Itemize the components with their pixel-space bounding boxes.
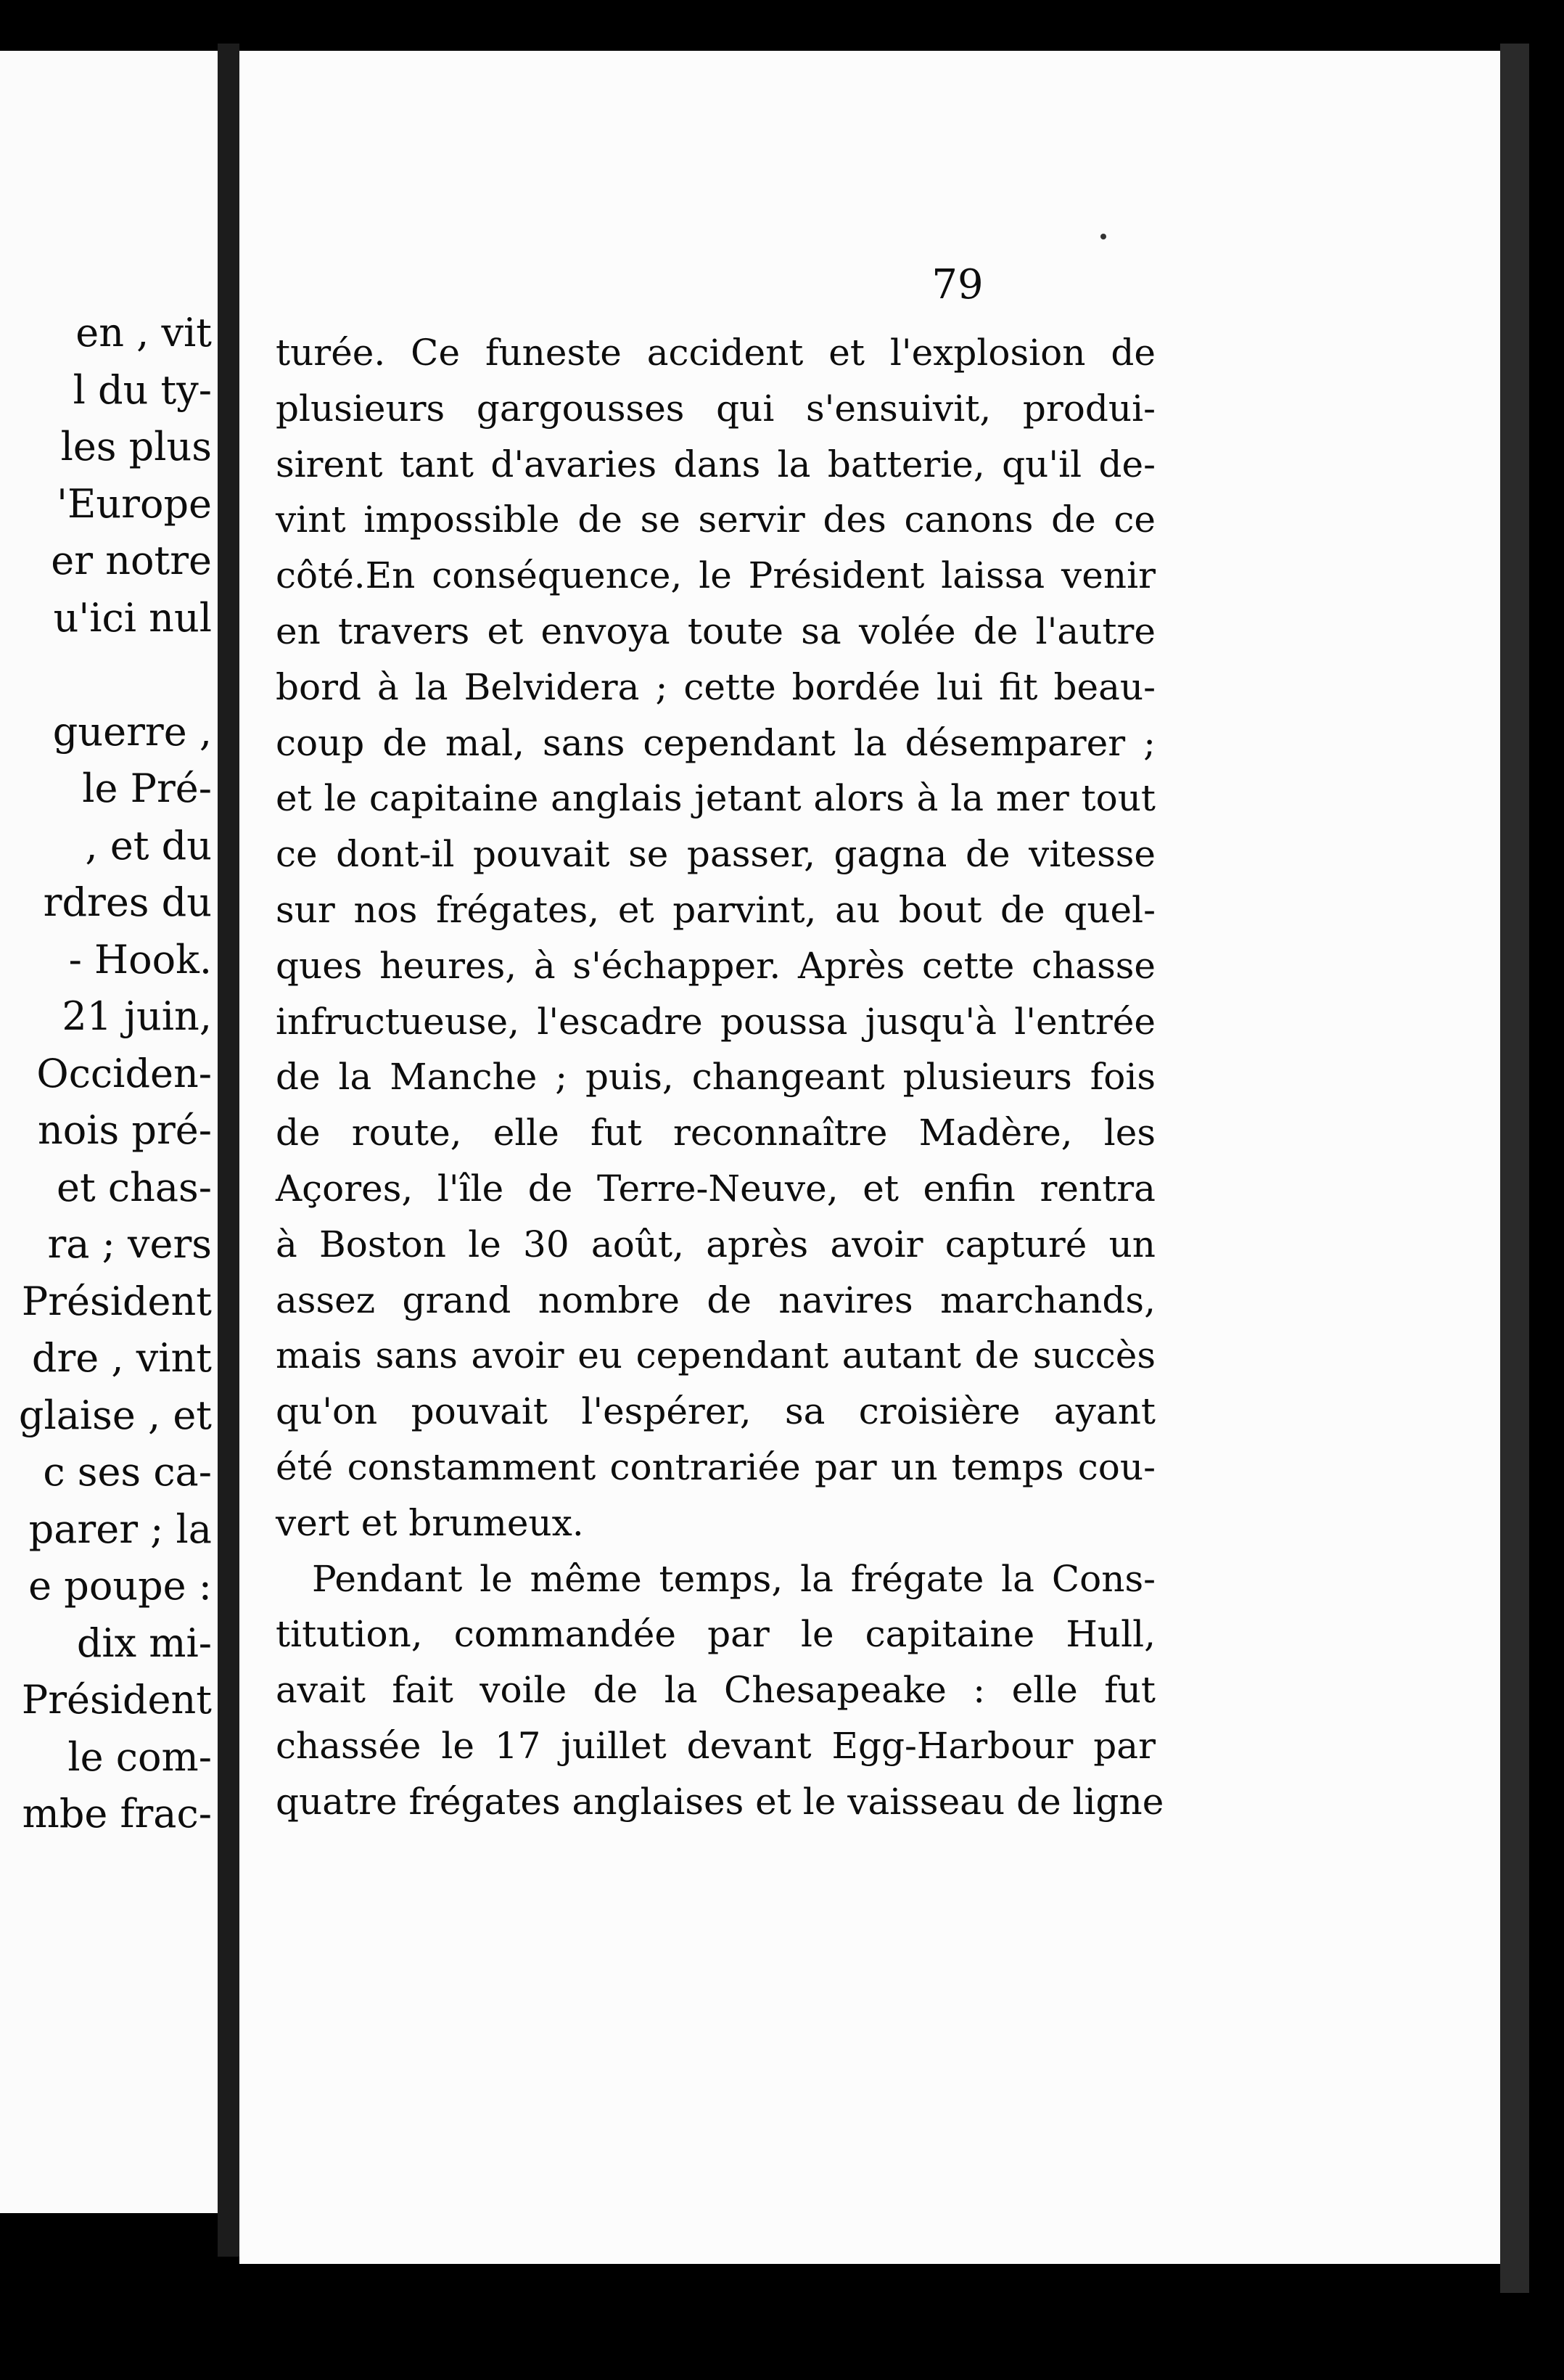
- text-line: de route, elle fut reconnaître Madère, les: [276, 1112, 1156, 1154]
- text-line: vint impossible de se servir des canons de ce: [276, 498, 1156, 541]
- left-page-text: [0, 305, 218, 1843]
- left-line: le Pré-: [82, 766, 212, 811]
- left-line: glaise , et: [18, 1392, 212, 1438]
- left-line: dix mi-: [76, 1620, 212, 1666]
- text-line: sur nos frégates, et parvint, au bout de quel-: [276, 888, 1156, 931]
- text-line: de la Manche ; puis, changeant plusieurs fois: [276, 1056, 1156, 1099]
- left-line: rdres du: [43, 879, 212, 925]
- text-line: ques heures, à s'échapper. Après cette chasse: [276, 944, 1156, 987]
- left-line: Président: [21, 1278, 212, 1324]
- text-line: quatre frégates anglaises et le vaisseau de ligne: [276, 1780, 1164, 1823]
- page-body: [276, 325, 1164, 1830]
- text-line: Açores, l'île de Terre-Neuve, et enfin rentra: [276, 1167, 1156, 1210]
- left-line: nois pré-: [37, 1107, 212, 1153]
- ink-speck: [1100, 234, 1106, 239]
- left-line: et chas-: [57, 1164, 212, 1210]
- left-line: e poupe :: [28, 1563, 212, 1609]
- text-line: qu'on pouvait l'espérer, sa croisière ayant: [276, 1390, 1156, 1433]
- text-line: avait fait voile de la Chesapeake : elle fut: [276, 1669, 1156, 1712]
- text-line: ce dont-il pouvait se passer, gagna de vitesse: [276, 833, 1156, 876]
- right-page: [239, 51, 1500, 2264]
- text-line: plusieurs gargousses qui s'ensuivit, produi-: [276, 387, 1156, 430]
- text-line: turée. Ce funeste accident et l'explosion de: [276, 332, 1156, 374]
- text-line: Pendant le même temps, la frégate la Cons-: [312, 1557, 1156, 1600]
- left-line: mbe frac-: [22, 1791, 212, 1837]
- left-line: 21 juin,: [62, 993, 212, 1039]
- text-line: coup de mal, sans cependant la désemparer ;: [276, 721, 1156, 764]
- left-line: dre , vint: [31, 1335, 212, 1381]
- text-line: chassée le 17 juillet devant Egg-Harbour par: [276, 1724, 1156, 1767]
- left-line-gap: [0, 647, 218, 704]
- text-line: mais sans avoir eu cependant autant de succès: [276, 1334, 1156, 1377]
- text-line: infructueuse, l'escadre poussa jusqu'à l'entrée: [276, 1000, 1156, 1043]
- left-line: les plus: [60, 424, 212, 469]
- left-line: - Hook.: [68, 936, 212, 982]
- left-line: u'ici nul: [53, 594, 212, 641]
- text-line: à Boston le 30 août, après avoir capturé un: [276, 1223, 1156, 1265]
- left-line: c ses ca-: [43, 1449, 212, 1495]
- left-line: , et du: [85, 822, 212, 869]
- book-gutter: [218, 44, 239, 2257]
- right-page-edge: [1500, 44, 1529, 2293]
- left-line: l du ty-: [73, 366, 212, 413]
- left-line: Président: [21, 1677, 212, 1723]
- text-line: bord à la Belvidera ; cette bordée lui fit beau-: [276, 665, 1156, 708]
- left-line: guerre ,: [52, 708, 212, 755]
- text-line: côté.En conséquence, le Président laissa venir: [276, 554, 1156, 597]
- text-line: en travers et envoya toute sa volée de l'autre: [276, 610, 1156, 652]
- left-line: le com-: [67, 1733, 212, 1780]
- left-line: parer ; la: [28, 1506, 212, 1552]
- left-line: er notre: [51, 538, 212, 583]
- text-line: été constamment contrariée par un temps cou-: [276, 1445, 1156, 1488]
- text-line: sirent tant d'avaries dans la batterie, qu'il de-: [276, 443, 1156, 485]
- left-page: [0, 51, 218, 2213]
- text-line: assez grand nombre de navires marchands,: [276, 1279, 1156, 1321]
- text-line: vert et brumeux.: [276, 1501, 584, 1544]
- text-line: titution, commandée par le capitaine Hull,: [276, 1613, 1156, 1656]
- left-line: Occiden-: [36, 1050, 212, 1096]
- left-line: en , vit: [75, 310, 212, 356]
- page-number: 79: [931, 261, 984, 308]
- text-line: et le capitaine anglais jetant alors à la mer tout: [276, 777, 1156, 820]
- left-line: ra ; vers: [47, 1221, 212, 1267]
- left-line: 'Europe: [57, 480, 212, 527]
